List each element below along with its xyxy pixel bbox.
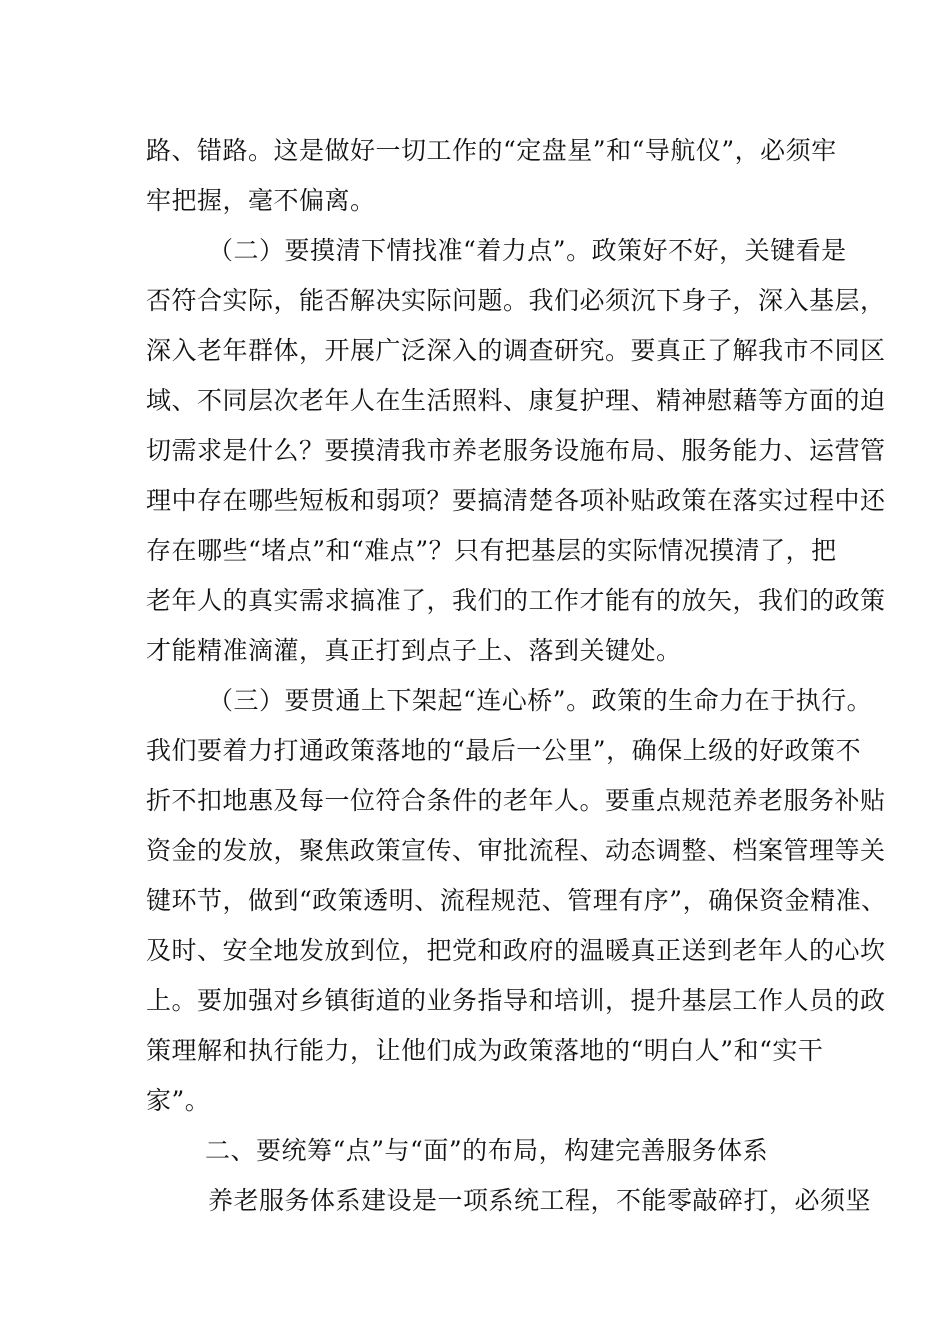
text-line-5: 深入老年群体，开展广泛深入的调查研究。要真正了解我市不同区 (146, 336, 886, 365)
text-line-1: 路、错路。这是做好一切工作的“定盘星”和“导航仪”，必须牢 (146, 136, 837, 165)
text-line-14: 折不扣地惠及每一位符合条件的老年人。要重点规范养老服务补贴 (146, 786, 886, 815)
text-line-7: 切需求是什么？要摸清我市养老服务设施布局、服务能力、运营管 (146, 436, 886, 465)
paragraph-2-start: （二）要摸清下情找准“着力点”。政策好不好，关键看是 (208, 236, 847, 265)
text-line-15: 资金的发放，聚焦政策宣传、审批流程、动态调整、档案管理等关 (146, 836, 886, 865)
text-line-8: 理中存在哪些短板和弱项？要搞清楚各项补贴政策在落实过程中还 (146, 486, 886, 515)
text-line-6: 域、不同层次老年人在生活照料、康复护理、精神慰藉等方面的迫 (146, 386, 886, 415)
text-line-10: 老年人的真实需求搞准了，我们的工作才能有的放矢，我们的政策 (146, 586, 886, 615)
text-line-19: 策理解和执行能力，让他们成为政策落地的“明白人”和“实干 (146, 1036, 824, 1065)
paragraph-3-start: （三）要贯通上下架起“连心桥”。政策的生命力在于执行。 (208, 686, 873, 715)
text-line-4: 否符合实际，能否解决实际问题。我们必须沉下身子，深入基层， (146, 286, 886, 315)
paragraph-4-start: 养老服务体系建设是一项系统工程，不能零敲碎打，必须坚 (208, 1186, 872, 1215)
text-line-13: 我们要着力打通政策落地的“最后一公里”，确保上级的好政策不 (146, 736, 862, 765)
text-line-9: 存在哪些“堵点”和“难点”？只有把基层的实际情况摸清了，把 (146, 536, 837, 565)
text-line-11: 才能精准滴灌，真正打到点子上、落到关键处。 (146, 636, 682, 665)
text-line-20: 家”。 (146, 1086, 211, 1115)
text-line-16: 键环节，做到“政策透明、流程规范、管理有序”，确保资金精准、 (146, 886, 887, 915)
section-heading: 二、要统筹“点”与“面”的布局，构建完善服务体系 (205, 1136, 769, 1165)
text-line-18: 上。要加强对乡镇街道的业务指导和培训，提升基层工作人员的政 (146, 986, 886, 1015)
text-line-17: 及时、安全地发放到位，把党和政府的温暖真正送到老年人的心坎 (146, 936, 886, 965)
text-line-2: 牢把握，毫不偏离。 (146, 186, 376, 215)
